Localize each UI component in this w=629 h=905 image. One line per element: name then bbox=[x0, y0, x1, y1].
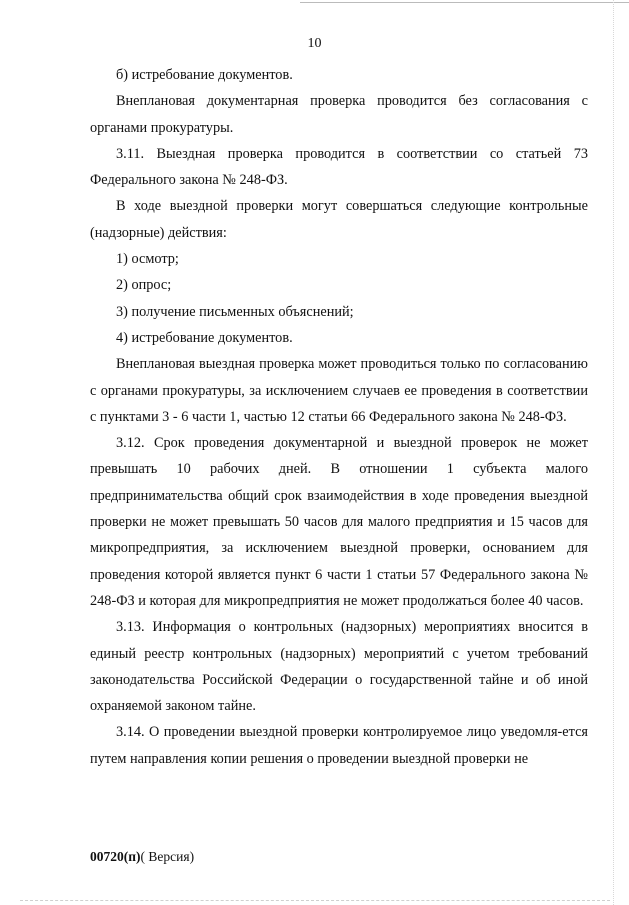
paragraph-3-13: 3.13. Информация о контрольных (надзорных) мероприятиях вносится в единый реестр контрольных (надзорных) мероприятий с учетом требований законодательства Российской Федерации о государственной тайне и об иной охраняемой законом тайне. bbox=[90, 619, 588, 715]
paragraph-unscheduled-field-inspection: Внеплановая выездная проверка может проводиться только по согласованию с органами прокуратуры, за исключением случаев ее проведения в соответствии с пунктами 3 - 6 части 1, частью 12 статьи 66 Федерального закона № 248-ФЗ. bbox=[90, 356, 588, 425]
document-version: ( Версия) bbox=[140, 849, 195, 864]
scan-edge-right bbox=[613, 0, 615, 905]
document-body bbox=[90, 62, 588, 772]
scan-edge-bottom bbox=[20, 900, 610, 902]
paragraph-documentary-inspection: Внеплановая документарная проверка проводится без согласования с органами прокуратуры. bbox=[90, 93, 588, 136]
list-item-documents: 4) истребование документов. bbox=[116, 329, 293, 346]
list-item-survey: 2) опрос; bbox=[116, 277, 172, 294]
paragraph-3-11: 3.11. Выездная проверка проводится в соответствии со статьей 73 Федерального закона № 248-ФЗ. bbox=[90, 145, 588, 189]
paragraph-3-14: 3.14. О проведении выездной проверки контролируемое лицо уведомля-ется путем направления копии решения о проведении выездной проверки не bbox=[90, 724, 588, 767]
page-number: 10 bbox=[307, 36, 322, 51]
paragraph-item-b: б) истребование документов. bbox=[116, 67, 293, 83]
list-item-inspection: 1) осмотр; bbox=[116, 251, 179, 268]
paragraph-3-12: 3.12. Срок проведения документарной и выездной проверок не может превышать 10 рабочих дней. В отношении 1 субъекта малого предпринимательства общий срок взаимодействия в ходе проведения выездной проверки не может превышать 50 часов для малого предприятия и 15 часов для микропредприятия, за исключением выездной проверки, основанием для проведения которой является пункт 6 части 1 статьи 57 Федерального закона № 248-ФЗ и которая для микропредприятия не может продолжаться более 40 часов. bbox=[90, 435, 588, 609]
document-footer bbox=[90, 849, 194, 865]
list-item-written-explanations: 3) получение письменных объяснений; bbox=[116, 303, 354, 320]
paragraph-control-actions: В ходе выездной проверки могут совершаться следующие контрольные (надзорные) действия: bbox=[90, 198, 588, 241]
scan-edge-top bbox=[300, 2, 629, 3]
document-code: 00720(п) bbox=[90, 849, 141, 864]
